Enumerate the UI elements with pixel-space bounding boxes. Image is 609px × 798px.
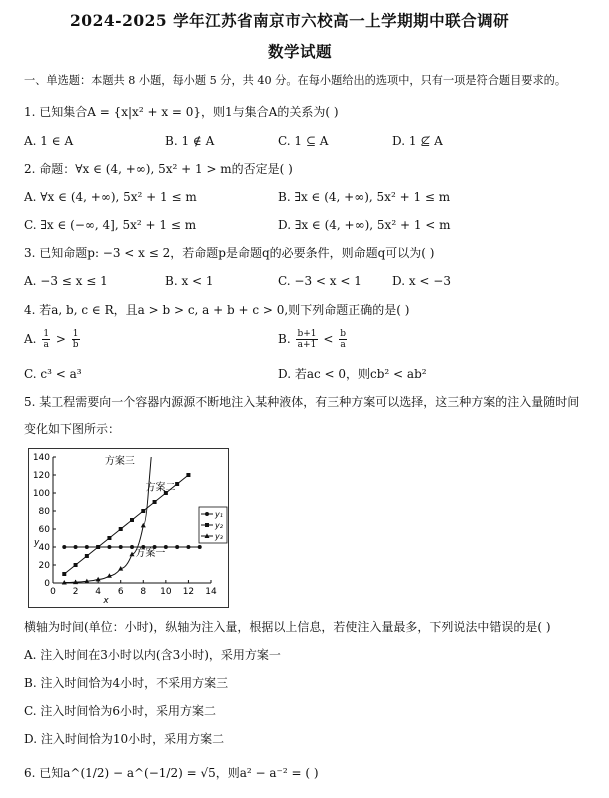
data-point [141, 523, 146, 528]
x-tick-label: 6 [117, 587, 124, 597]
data-point [85, 545, 89, 549]
q1-option-a: A. 1 ∈ A [24, 134, 74, 148]
q4-b-prefix: B. [278, 332, 291, 346]
q2-option-d: D. ∃x ∈ (4, +∞), 5x² + 1 < m [278, 218, 451, 232]
document-title: 2024-2025 学年江苏省南京市六校高一上学期期中联合调研 [70, 11, 510, 30]
q1-option-b: B. 1 ∉ A [165, 134, 215, 148]
question-5-stem-line1: 5. 某工程需要向一个容器内源源不断地注入某种液体，有三种方案可以选择，这三种方案的注入量随时间 [24, 395, 580, 409]
q3-option-b: B. x < 1 [165, 274, 214, 288]
x-axis-label: x [103, 596, 109, 606]
q4-b-den-2: a [340, 340, 346, 350]
data-point [119, 545, 123, 549]
q3-option-c: C. −3 < x < 1 [278, 274, 362, 288]
q4-b-den-1: a+1 [297, 340, 317, 350]
question-4-stem: 4. 若a, b, c ∈ R，且a > b > c, a + b + c > 0,则下列命题正确的是( ) [24, 303, 410, 317]
q4-b-num-2: b [340, 329, 346, 339]
q4-b-fraction-2 [339, 329, 347, 350]
section-header: 一、单选题：本题共 8 小题，每小题 5 分，共 40 分。在每小题给出的选项中，只有一项是符合题目要求的。 [24, 74, 567, 87]
data-point [96, 545, 100, 549]
legend-marker [205, 512, 209, 516]
data-point [141, 509, 145, 513]
data-point [85, 554, 89, 558]
question-6-stem: 6. 已知a^(1/2) − a^(−1/2) = √5，则a² − a⁻² = ( ) [24, 766, 319, 780]
question-5-stem-line2: 变化如下图所示： [24, 422, 121, 436]
y-tick-label: 80 [38, 507, 50, 517]
data-point [74, 545, 78, 549]
q4-a-fraction-1 [42, 329, 50, 350]
data-point [107, 536, 111, 540]
data-point [198, 545, 202, 549]
q4-a-fraction-2 [72, 329, 80, 350]
q4-option-c: C. c³ < a³ [24, 367, 82, 381]
x-tick-label: 4 [95, 587, 102, 597]
y-tick-label: 0 [44, 579, 50, 589]
y-tick-label: 100 [32, 489, 50, 499]
q2-option-a: A. ∀x ∈ (4, +∞), 5x² + 1 ≤ m [24, 190, 197, 204]
y-axis-label: y [34, 538, 40, 549]
q4-a-num-1: 1 [43, 329, 50, 339]
annotation-plan-1: 方案一 [135, 548, 166, 559]
x-tick-label: 0 [50, 587, 56, 597]
data-point [74, 563, 78, 567]
data-point [130, 518, 134, 522]
data-point [62, 545, 66, 549]
data-point [186, 545, 190, 549]
data-point [130, 545, 134, 549]
data-point [62, 572, 66, 576]
data-point [119, 527, 123, 531]
y-tick-label: 40 [38, 543, 50, 553]
legend-marker [205, 523, 209, 527]
x-tick-label: 8 [140, 587, 147, 597]
q4-option-d: D. 若ac < 0，则cb² < ab² [278, 367, 427, 381]
q5-option-c: C. 注入时间恰为6小时，采用方案二 [24, 704, 217, 718]
question-5-prompt: 横轴为时间(单位：小时)，纵轴为注入量，根据以上信息，若使注入量最多，下列说法中错误的是( ) [24, 620, 551, 634]
q5-option-b: B. 注入时间恰为4小时，不采用方案三 [24, 676, 229, 690]
q2-option-b: B. ∃x ∈ (4, +∞), 5x² + 1 ≤ m [278, 190, 451, 204]
data-point [107, 545, 111, 549]
q5-option-d: D. 注入时间恰为10小时，采用方案二 [24, 732, 225, 746]
q4-a-num-2: 1 [72, 329, 79, 339]
x-tick-label: 14 [205, 587, 217, 597]
q4-a-operator: > [55, 332, 66, 346]
q3-option-d: D. x < −3 [392, 274, 451, 288]
q2-option-c: C. ∃x ∈ (−∞, 4], 5x² + 1 ≤ m [24, 218, 197, 232]
legend-entry: y₃ [215, 532, 223, 541]
x-tick-label: 10 [160, 587, 172, 597]
q4-b-operator: < [323, 332, 334, 346]
y-tick-label: 20 [38, 561, 50, 571]
q4-b-fraction-1 [296, 329, 317, 350]
document-subtitle: 数学试题 [268, 42, 333, 61]
q4-a-den-1: a [43, 340, 49, 350]
y-tick-label: 60 [38, 525, 50, 535]
line-chart [29, 449, 228, 607]
question-2-stem: 2. 命题：∀x ∈ (4, +∞), 5x² + 1 > m的否定是( ) [24, 162, 293, 176]
q4-option-b [278, 329, 349, 350]
q5-option-a: A. 注入时间在3小时以内(含3小时)，采用方案一 [24, 648, 281, 662]
q1-option-c: C. 1 ⊆ A [278, 134, 329, 148]
data-point [186, 473, 190, 477]
data-point [153, 500, 157, 504]
x-tick-label: 2 [72, 587, 79, 597]
chart-frame [28, 448, 229, 608]
q4-a-den-2: b [72, 340, 79, 350]
q1-option-d: D. 1 ⊈ A [392, 134, 443, 148]
question-1-stem: 1. 已知集合A = {x|x² + x = 0}，则1与集合A的关系为( ) [24, 105, 339, 119]
legend-entry: y₁ [215, 510, 223, 519]
data-point [175, 482, 179, 486]
data-point [175, 545, 179, 549]
annotation-plan-3: 方案三 [104, 456, 135, 468]
q4-b-num-1: b+1 [297, 329, 317, 339]
legend-entry: y₂ [215, 521, 223, 530]
x-tick-label: 12 [182, 587, 195, 597]
question-3-stem: 3. 已知命题p: −3 < x ≤ 2，若命题p是命题q的必要条件，则命题q可以为( ) [24, 246, 435, 260]
q4-a-prefix: A. [24, 332, 37, 346]
q4-option-a [24, 329, 82, 350]
y-tick-label: 140 [32, 453, 50, 463]
y-tick-label: 120 [32, 471, 50, 481]
annotation-plan-2: 方案二 [145, 482, 176, 494]
q3-option-a: A. −3 ≤ x ≤ 1 [24, 274, 108, 288]
